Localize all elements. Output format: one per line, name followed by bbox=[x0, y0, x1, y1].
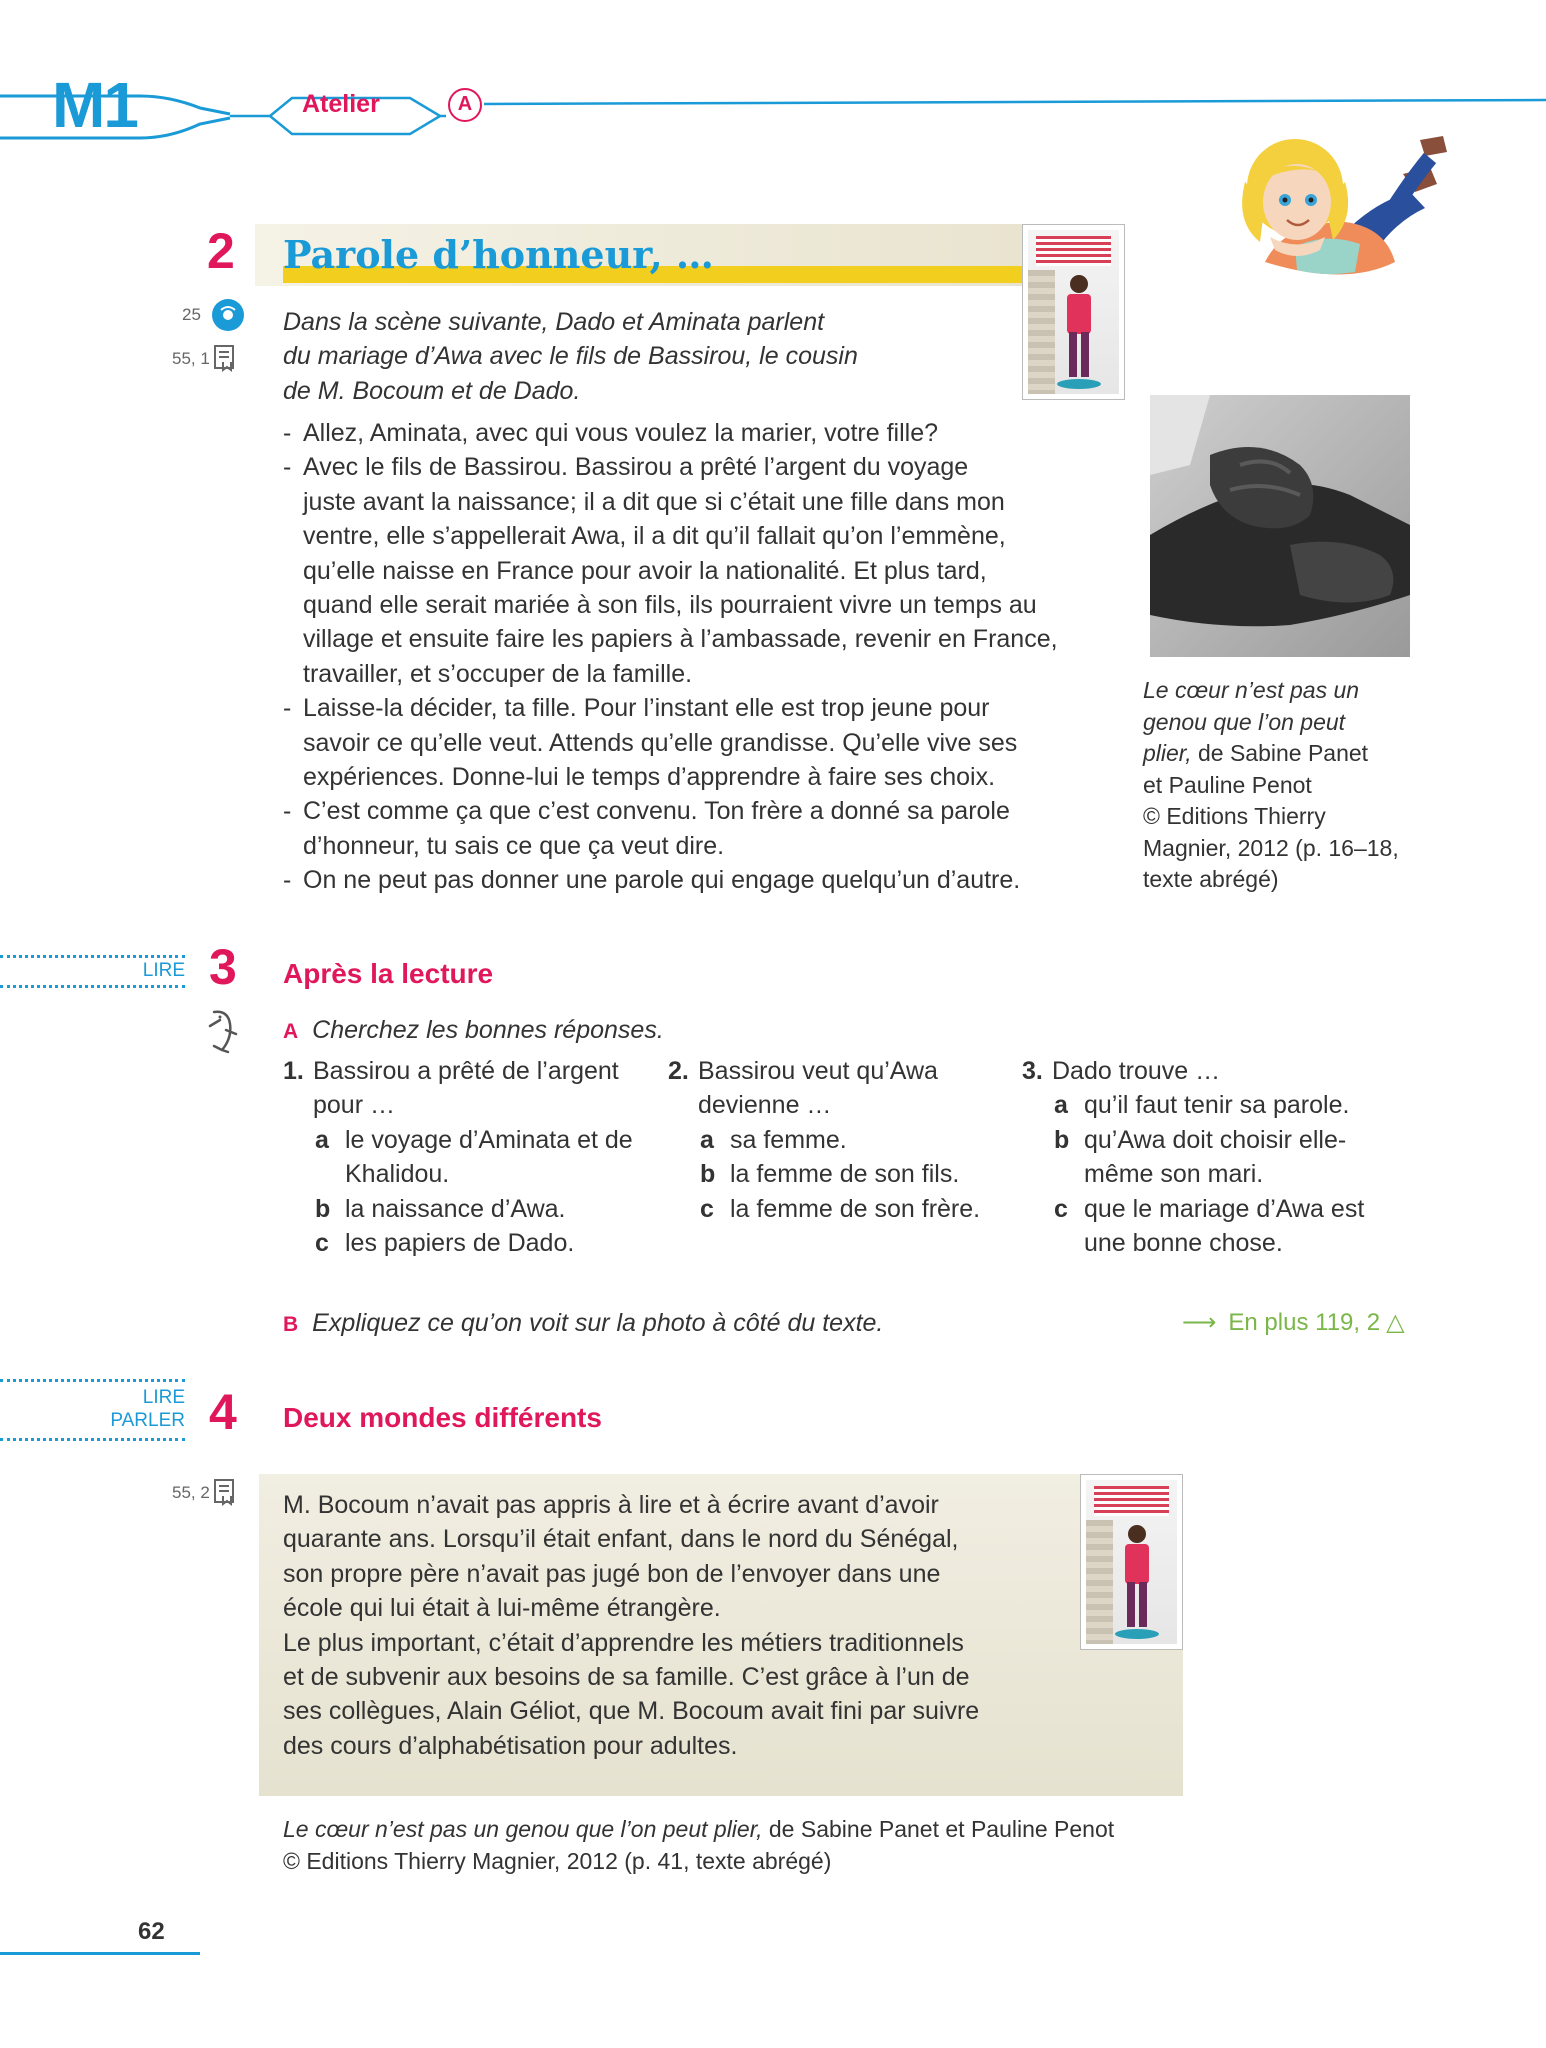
question-stem: Bassirou veut qu’Awa bbox=[698, 1057, 938, 1085]
workbook-icon bbox=[213, 344, 237, 372]
answer-option[interactable]: a sa femme. bbox=[700, 1125, 847, 1154]
instruction-letter-b: B bbox=[283, 1313, 299, 1336]
dialogue-line-5: - On ne peut pas donner une parole qui engage quelqu’un d’autre. bbox=[283, 866, 1021, 895]
intro-line: Dans la scène suivante, Dado et Aminata parlent bbox=[283, 308, 825, 336]
answer-option[interactable]: b la femme de son fils. bbox=[700, 1160, 960, 1189]
photo-caption bbox=[1143, 675, 1399, 896]
excerpt-line: M. Bocoum n’avait pas appris à lire et à écrire avant d’avoir bbox=[283, 1491, 939, 1519]
intro-line: du mariage d’Awa avec le fils de Bassirou, le cousin bbox=[283, 342, 858, 371]
book-figure-icon bbox=[1112, 1522, 1162, 1642]
side-divider bbox=[0, 1379, 185, 1382]
section-2-intro bbox=[283, 305, 858, 408]
source-credit bbox=[283, 1814, 1114, 1877]
skill-label-lire: LIRE bbox=[142, 960, 185, 981]
arrow-right-icon: ⟶ bbox=[1182, 1309, 1217, 1336]
dialogue-line-2: - Avec le fils de Bassirou. Bassirou a prêté l’argent du voyage juste avant la naissance; il a dit que si c’était une fille dans mon ventre, elle s’appellerait Awa, il a dit qu’il fallait qu’on l’emmène, qu’elle naisse en France pour avoir la nationalité. Et plus tard, quand elle serait mariée à son fils, ils pourraient vivre un temps au village et ensuite faire les papiers à l’ambassade, revenir en France, travailler, et s’occuper de la famille. bbox=[283, 453, 1058, 688]
en-plus-link[interactable]: ⟶ En plus 119, 2 △ bbox=[1182, 1309, 1405, 1336]
dialogue-line-4: - C’est comme ça que c’est convenu. Ton frère a donné sa parole d’honneur, tu sais ce que ça veut dire. bbox=[283, 797, 1010, 860]
dialogue-line-3: - Laisse-la décider, ta fille. Pour l’instant elle est trop jeune pour savoir ce qu’elle veut. Attends qu’elle grandisse. Qu’elle vive ses expériences. Donne-lui le temps d’apprendre à faire ses choix. bbox=[283, 694, 1018, 792]
section-3-title: Après la lecture bbox=[283, 958, 494, 989]
book-cover-thumbnail bbox=[1022, 224, 1125, 400]
caption-line: genou que l’on peut bbox=[1143, 708, 1346, 735]
caption-line: et Pauline Penot bbox=[1143, 771, 1312, 798]
question-1: 1. Bassirou a prêté de l’argent pour … a le voyage d’Aminata et de Khalidou. b la naissance d’Awa. c les papiers de Dado. bbox=[283, 1054, 663, 1260]
question-2: 2. Bassirou veut qu’Awa devienne … a sa femme. b la femme de son fils. c la femme de son frère. bbox=[668, 1054, 1018, 1226]
girl-illustration bbox=[1225, 112, 1450, 292]
section-4-title: Deux mondes différents bbox=[283, 1402, 602, 1433]
page-number: 62 bbox=[138, 1918, 165, 1945]
answer-option[interactable]: b qu’Awa doit choisir elle- même son mari. bbox=[1054, 1125, 1347, 1189]
side-divider bbox=[0, 1438, 185, 1441]
workbook-page-ref: 55, 1 bbox=[172, 349, 210, 368]
side-divider bbox=[0, 955, 185, 958]
book-cover-thumbnail bbox=[1080, 1474, 1183, 1650]
footer-rule bbox=[0, 1952, 200, 1955]
skill-label-parler: PARLER bbox=[110, 1410, 185, 1431]
dialogue-line-1: - Allez, Aminata, avec qui vous voulez la marier, votre fille? bbox=[283, 419, 939, 447]
question-stem: Bassirou a prêté de l’argent bbox=[313, 1057, 619, 1085]
workbook-page-ref: 55, 2 bbox=[172, 1483, 210, 1502]
answer-option[interactable]: c que le mariage d’Awa est une bonne chose. bbox=[1054, 1194, 1365, 1258]
question-stem: pour … bbox=[313, 1091, 395, 1120]
excerpt-line: quarante ans. Lorsqu’il était enfant, dans le nord du Sénégal, bbox=[283, 1525, 959, 1554]
excerpt-line: et de subvenir aux besoins de sa famille. C’est grâce à l’un de bbox=[283, 1663, 970, 1692]
intro-line: de M. Bocoum et de Dado. bbox=[283, 376, 581, 405]
side-divider bbox=[0, 985, 185, 988]
caption-line: plier, de Sabine Panet bbox=[1143, 740, 1369, 766]
instruction-b: B Expliquez ce qu’on voit sur la photo à côté du texte. bbox=[283, 1309, 884, 1337]
atelier-letter-badge: A bbox=[448, 88, 482, 122]
section-2-title: Parole d’honneur, … bbox=[283, 232, 714, 277]
excerpt-line: son propre père n’avait pas jugé bon de l’envoyer dans une bbox=[283, 1559, 941, 1588]
section-4-number: 4 bbox=[209, 1384, 237, 1440]
source-line: Le cœur n’est pas un genou que l’on peut plier, de Sabine Panet et Pauline Penot bbox=[283, 1816, 1115, 1842]
excerpt-line: école qui lui était à lui-même étrangère. bbox=[283, 1594, 721, 1623]
atelier-label: Atelier bbox=[302, 90, 380, 118]
caption-line: Magnier, 2012 (p. 16–18, bbox=[1143, 834, 1399, 861]
section-3-number: 3 bbox=[209, 939, 237, 995]
module-title: M1 bbox=[52, 69, 137, 141]
excerpt-line: des cours d’alphabétisation pour adultes. bbox=[283, 1731, 738, 1760]
instruction-letter-a: A bbox=[283, 1020, 299, 1043]
caption-line: texte abrégé) bbox=[1143, 866, 1279, 892]
dolphin-icon bbox=[206, 1008, 240, 1054]
excerpt-line: Le plus important, c’était d’apprendre les métiers traditionnels bbox=[283, 1628, 964, 1657]
question-stem: devienne … bbox=[698, 1091, 832, 1120]
answer-option[interactable]: c les papiers de Dado. bbox=[315, 1229, 575, 1258]
question-stem: Dado trouve … bbox=[1052, 1057, 1221, 1085]
question-3: 3. Dado trouve … a qu’il faut tenir sa parole. b qu’Awa doit choisir elle- même son mari. c que le mariage d’Awa est une bonne chose. bbox=[1022, 1054, 1422, 1260]
answer-option[interactable]: a qu’il faut tenir sa parole. bbox=[1054, 1091, 1350, 1120]
caption-line: Le cœur n’est pas un bbox=[1143, 677, 1360, 703]
answer-option[interactable]: c la femme de son frère. bbox=[700, 1194, 981, 1223]
excerpt-text bbox=[283, 1488, 979, 1763]
workbook-icon bbox=[213, 1478, 237, 1506]
triangle-icon: △ bbox=[1386, 1309, 1405, 1336]
answer-option[interactable]: a le voyage d’Aminata et de Khalidou. bbox=[315, 1125, 633, 1189]
caption-line: © Editions Thierry bbox=[1143, 803, 1326, 829]
skill-label-lire: LIRE bbox=[142, 1387, 185, 1408]
source-line: © Editions Thierry Magnier, 2012 (p. 41, texte abrégé) bbox=[283, 1847, 832, 1874]
audio-cd-icon[interactable] bbox=[211, 298, 245, 332]
excerpt-line: ses collègues, Alain Géliot, que M. Bocoum avait fini par suivre bbox=[283, 1697, 980, 1726]
instruction-a: A Cherchez les bonnes réponses. bbox=[283, 1016, 664, 1044]
audio-track-ref: 25 bbox=[182, 305, 201, 324]
section-2-number: 2 bbox=[207, 223, 235, 279]
dialogue-text bbox=[283, 416, 1123, 898]
answer-option[interactable]: b la naissance d’Awa. bbox=[315, 1194, 566, 1223]
book-figure-icon bbox=[1054, 272, 1104, 392]
handshake-photo bbox=[1150, 395, 1410, 657]
